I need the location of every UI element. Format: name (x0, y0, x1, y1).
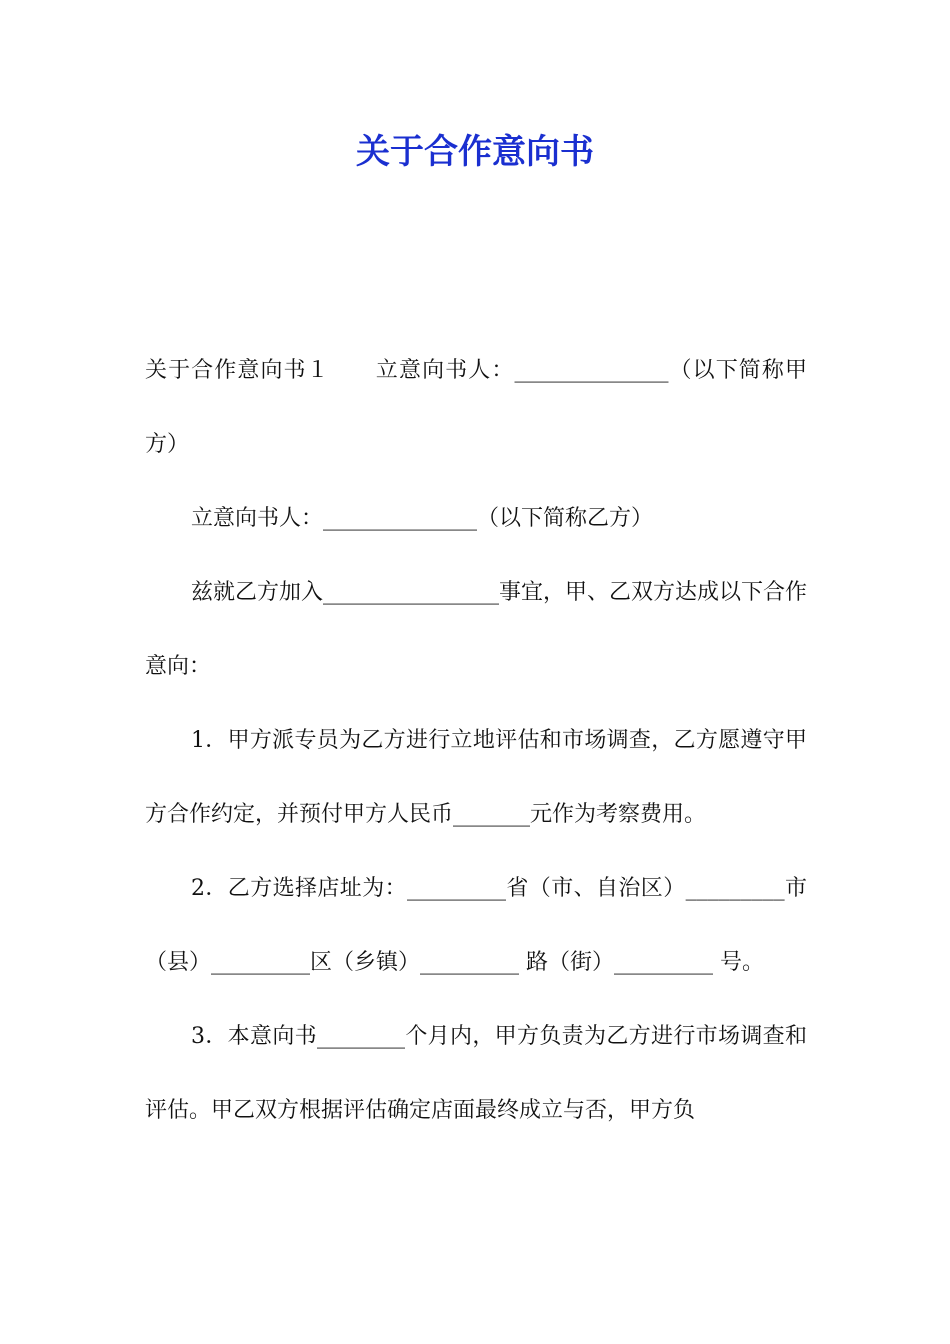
paragraph-1: 关于合作意向书１ 立意向书人：______________（以下简称甲方） (145, 358, 807, 457)
document-title: 关于合作意向书 (356, 132, 594, 172)
paragraph-2: 立意向书人：______________（以下简称乙方） (191, 506, 654, 531)
paragraph-4: 1．甲方派专员为乙方进行立地评估和市场调查，乙方愿遵守甲方合作约定，并预付甲方人民币_______元作为考察费用。 (145, 728, 807, 827)
paragraph-3: 兹就乙方加入________________事宜，甲、乙双方达成以下合作意向： (145, 580, 808, 679)
paragraph-5: 2．乙方选择店址为：_________省（市、自治区）_________市（县）_________区（乡镇）_________ 路（街）_________ 号。 (145, 876, 807, 975)
paragraph-6: 3．本意向书________个月内，甲方负责为乙方进行市场调查和评估。甲乙双方根据评估确定店面最终成立与否，甲方负 (145, 1024, 807, 1123)
document-body (145, 334, 807, 1148)
